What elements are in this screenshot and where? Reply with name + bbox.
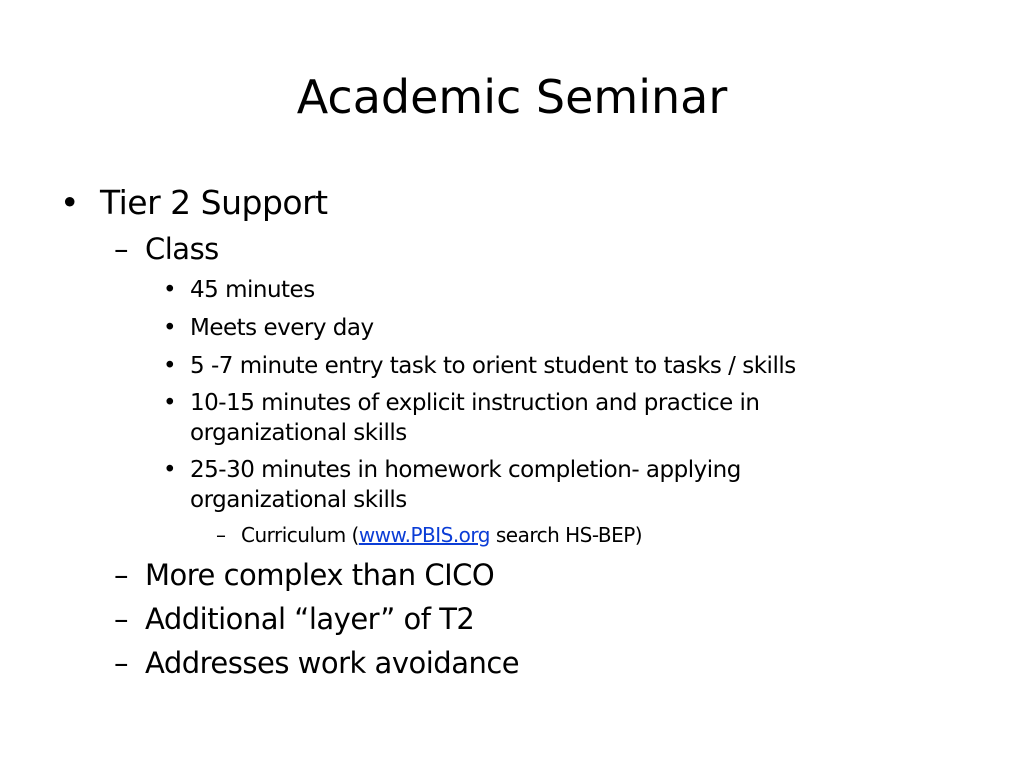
pbis-link[interactable]: www.PBIS.org [358,523,490,547]
slide-title: Academic Seminar [296,70,728,124]
bullet-text-line1: 25-30 minutes in homework completion- applying [190,457,741,483]
bullet-text: Meets every day [190,315,374,341]
bullet-text-line1: 10-15 minutes of explicit instruction and practice in [190,390,760,416]
curriculum-prefix: Curriculum ( [241,523,359,547]
bullet-text-line2: organizational skills [190,487,407,513]
bullet-marker: • [163,457,177,483]
dash-marker: – [114,232,128,266]
bullet-marker: • [163,277,177,303]
bullet-marker: • [163,390,177,416]
dash-marker: – [114,558,128,592]
curriculum-suffix: search HS-BEP) [489,523,643,547]
bullet-text: Tier 2 Support [100,183,328,222]
bullet-text: Class [145,232,219,266]
bullet-text: More complex than CICO [145,558,495,592]
curriculum-text [241,522,642,548]
bullet-text: 5 -7 minute entry task to orient student to tasks / skills [190,353,796,379]
dash-marker: – [114,646,128,680]
bullet-text: 45 minutes [190,277,315,303]
bullet-text: Addresses work avoidance [145,646,520,680]
bullet-marker: • [163,353,177,379]
bullet-text: Additional “layer” of T2 [145,602,475,636]
bullet-marker: • [163,315,177,341]
bullet-marker: • [60,183,79,222]
dash-marker: – [114,602,128,636]
bullet-text-line2: organizational skills [190,420,407,446]
dash-marker: – [216,523,226,547]
